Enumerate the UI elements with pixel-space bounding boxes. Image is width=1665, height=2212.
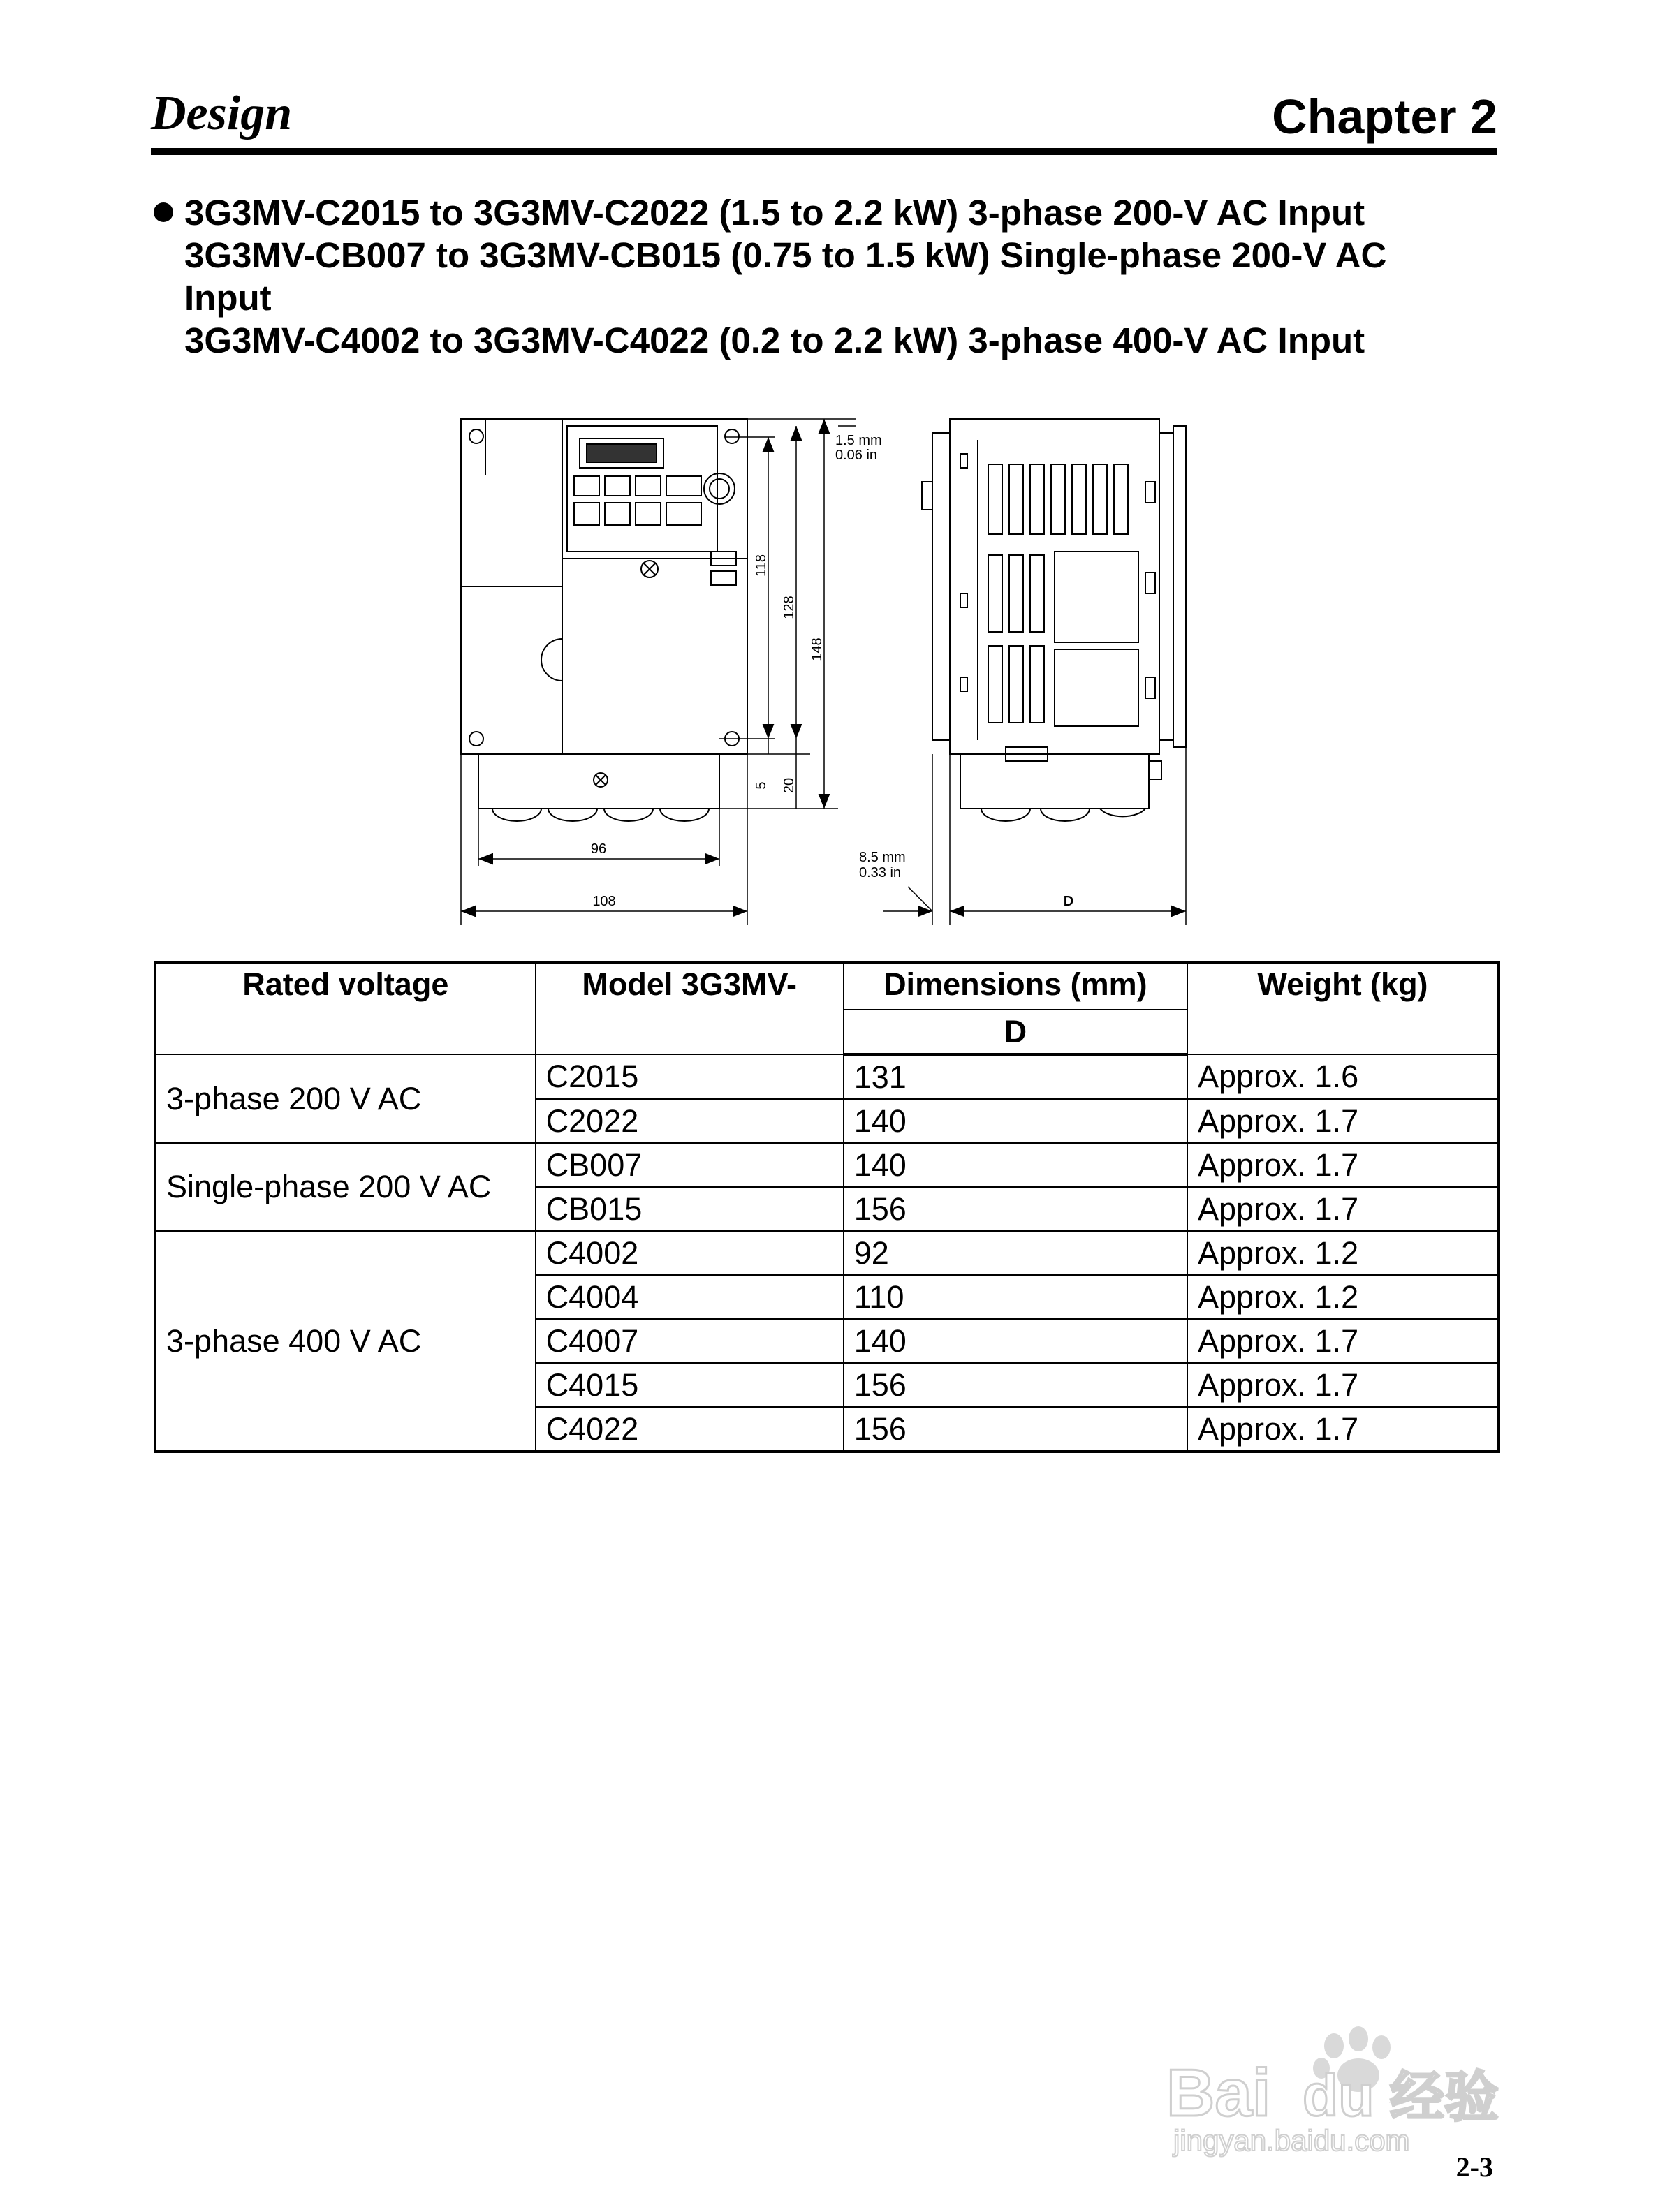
- depth-cell: 140: [844, 1099, 1187, 1143]
- voltage-cell: 3-phase 400 V AC: [155, 1231, 536, 1452]
- dim-108: 108: [592, 894, 616, 909]
- page-number: 2-3: [1455, 2151, 1493, 2183]
- header-dimension-d: D: [844, 1010, 1187, 1054]
- clearance-top-in: 0.06 in: [835, 448, 878, 463]
- dimensions-table: [154, 961, 1500, 1453]
- heading-line-1: 3G3MV-C2015 to 3G3MV-C2022 (1.5 to 2.2 kW) 3-phase 200-V AC Input: [184, 193, 1365, 233]
- clearance-bottom-mm: 8.5 mm: [859, 850, 906, 865]
- model-range-heading: [154, 191, 1509, 362]
- weight-cell: Approx. 1.6: [1187, 1054, 1499, 1099]
- front-view: [461, 419, 747, 821]
- watermark-brand: Bai: [1166, 2056, 1271, 2130]
- depth-cell: 110: [844, 1275, 1187, 1319]
- depth-cell: 92: [844, 1231, 1187, 1275]
- clearance-bottom-in: 0.33 in: [859, 865, 902, 880]
- dim-20: 20: [782, 777, 797, 794]
- model-cell: C4002: [536, 1231, 844, 1275]
- depth-cell: 156: [844, 1363, 1187, 1407]
- weight-cell: Approx. 1.7: [1187, 1099, 1499, 1143]
- model-cell: C4022: [536, 1407, 844, 1452]
- header-weight: Weight (kg): [1187, 962, 1499, 1054]
- dim-128: 128: [782, 596, 797, 619]
- heading-line-2: 3G3MV-CB007 to 3G3MV-CB015 (0.75 to 1.5 kW) Single-phase 200-V AC: [184, 235, 1387, 275]
- depth-cell: 156: [844, 1407, 1187, 1452]
- section-title: Design: [151, 87, 293, 140]
- heading-line-3: Input: [184, 278, 272, 318]
- weight-cell: Approx. 1.7: [1187, 1187, 1499, 1231]
- model-cell: C4015: [536, 1363, 844, 1407]
- dim-148: 148: [809, 637, 825, 661]
- watermark-brand-du: du: [1303, 2063, 1374, 2128]
- model-cell: C2022: [536, 1099, 844, 1143]
- depth-cell: 131: [844, 1054, 1187, 1099]
- depth-cell: 140: [844, 1319, 1187, 1363]
- voltage-cell: 3-phase 200 V AC: [155, 1054, 536, 1143]
- dim-d: D: [1063, 894, 1074, 909]
- table-row: [155, 1143, 1499, 1187]
- weight-cell: Approx. 1.7: [1187, 1407, 1499, 1452]
- header-rule: [151, 148, 1497, 155]
- model-cell: C4004: [536, 1275, 844, 1319]
- weight-cell: Approx. 1.2: [1187, 1231, 1499, 1275]
- depth-cell: 140: [844, 1143, 1187, 1187]
- dim-96: 96: [590, 841, 607, 857]
- model-cell: C4007: [536, 1319, 844, 1363]
- model-cell: C2015: [536, 1054, 844, 1099]
- baidu-jingyan-watermark: [1159, 2011, 1557, 2158]
- weight-cell: Approx. 1.7: [1187, 1143, 1499, 1187]
- bullet-icon: [154, 202, 173, 222]
- dim-5: 5: [754, 781, 769, 790]
- weight-cell: Approx. 1.7: [1187, 1363, 1499, 1407]
- dim-118: 118: [754, 554, 769, 577]
- header-model: Model 3G3MV-: [536, 962, 844, 1054]
- table-row: [155, 1231, 1499, 1275]
- chapter-title: Chapter 2: [1272, 89, 1497, 144]
- watermark-brand-cn: 经验: [1390, 2066, 1499, 2128]
- model-cell: CB015: [536, 1187, 844, 1231]
- model-cell: CB007: [536, 1143, 844, 1187]
- voltage-cell: Single-phase 200 V AC: [155, 1143, 536, 1231]
- watermark-url: jingyan.baidu.com: [1173, 2124, 1410, 2157]
- side-view: [922, 419, 1186, 821]
- depth-cell: 156: [844, 1187, 1187, 1231]
- heading-line-4: 3G3MV-C4002 to 3G3MV-C4022 (0.2 to 2.2 kW) 3-phase 400-V AC Input: [184, 320, 1365, 360]
- weight-cell: Approx. 1.2: [1187, 1275, 1499, 1319]
- dimension-drawing: [447, 412, 1215, 929]
- clearance-top-mm: 1.5 mm: [835, 433, 882, 448]
- weight-cell: Approx. 1.7: [1187, 1319, 1499, 1363]
- header-rated-voltage: Rated voltage: [155, 962, 536, 1054]
- table-row: [155, 1054, 1499, 1099]
- header-dimensions: Dimensions (mm): [844, 962, 1187, 1010]
